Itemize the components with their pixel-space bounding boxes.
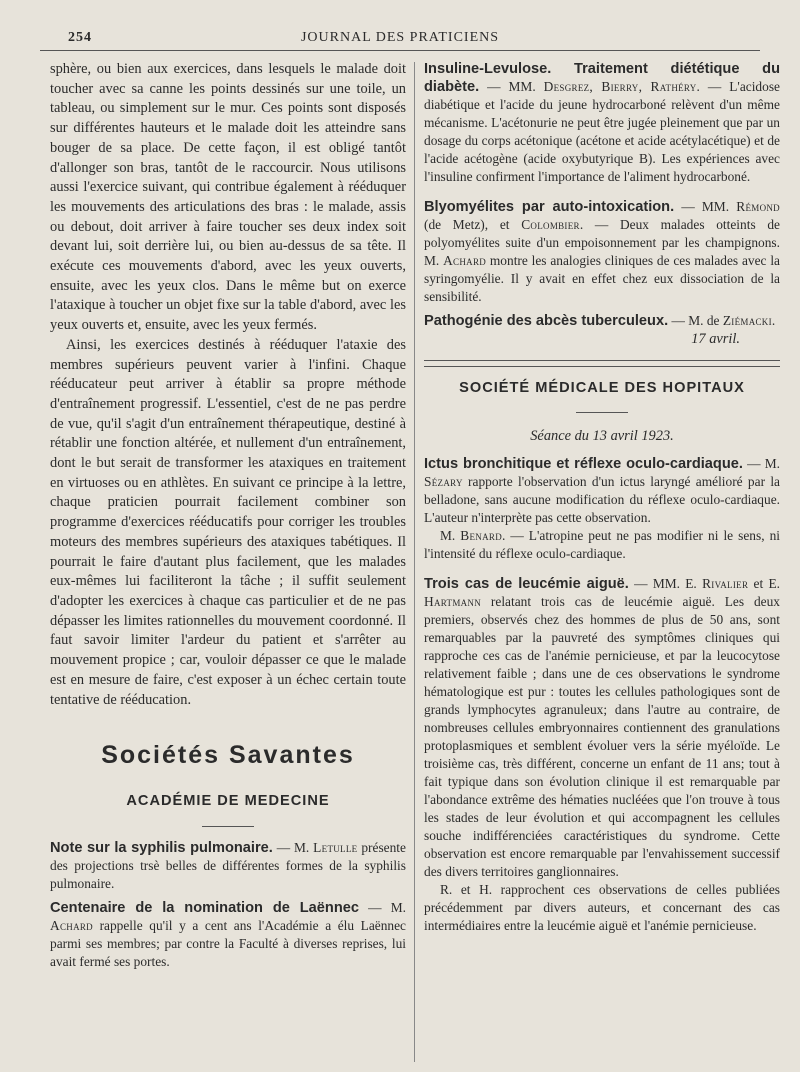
item-text: . — L'acidose diabétique et l'acide du jeune hydrocarboné relèvent d'un même mécanisme. L'acétonurie ne peut être jugée pleinement que par un dosage du corps acétonique (acétone et acide acétylacétique) et de l'acide acétogène (acide oxybutyrique B). Les expériences avec l'insuline confirment l'importance de l'aliment hydrocarboné. (424, 79, 780, 184)
item-separator: — M. (358, 899, 407, 915)
page-number: 254 (68, 30, 92, 45)
item-text: . — L'atropine peut ne pas modifier ni le sens, ni l'intensité du réflexe oculo-cardiaque. (424, 528, 780, 562)
seance-prefix: Séance du (530, 428, 589, 445)
double-divider (424, 360, 780, 367)
session-date: 17 avril. (691, 331, 740, 347)
author-name: Benard (460, 528, 503, 544)
item-title: Trois cas de leucémie aiguë. (424, 576, 629, 593)
item-text: et E. (748, 576, 781, 592)
item-text: (de Metz), et (424, 217, 522, 232)
item-title: Ictus bronchitique et réflexe oculo-cardiaque. (424, 456, 743, 473)
author-name: Ziémacki (722, 313, 772, 328)
author-name: Achard (443, 253, 487, 268)
item-separator: — M. (742, 456, 780, 472)
running-title: JOURNAL DES PRATICIENS (300, 30, 500, 45)
right-column (424, 60, 780, 935)
item-separator: — M. (272, 839, 314, 855)
item-text: présente des projections trsè belles de différentes formes de la syphilis pulmonaire. (50, 839, 406, 891)
item-title: Pathogénie des abcès tuberculeux. (424, 313, 669, 329)
note-benard (424, 527, 780, 563)
author-name: Letulle (313, 839, 358, 855)
note-syphilis (50, 839, 406, 893)
section-title: Sociétés Savantes (101, 741, 355, 770)
item-separator: — MM. (479, 79, 544, 94)
author-name: Hartmann (424, 594, 482, 610)
item-separator: — M. de (668, 313, 723, 328)
note-insuline (424, 60, 780, 186)
item-text: relatant trois cas de leucémie aiguë. Les deux premiers, observés chez des hommes de plus de 50 ans, sont remarquables par la pauvreté des symptômes cliniques qui rapproche ces cas de l'anémie pernicieuse, et par la leucocytose relativement faible ; dans une de ces observations le syndrome hématologique est pur : toutes les cellules pathologiques sont de grands lymphocytes agranuleux; dans l'autre au contraire, de nombreuses cellules embryonnaires contiennent des granulations protoplasmiques et semblent évoluer vers la série myéloïde. Le troisième cas, très différent, concerne un enfant de 11 ans; tout à fait typique dans son évolution clinique il est remarquable par l'abondance extrême des hématies nucléées que l'on trouve à tous les stades de leur évolution et qui accompagnent les cellules souche indifférenciées caractéristiques du syndrome. Cette observation est encore remarquable par l'envahissement successif des divers territoires ganglionnaires. (424, 594, 780, 880)
note-ictus (424, 455, 780, 527)
author-name: Desgrez, Bierry, Rathéry (543, 79, 697, 94)
item-title: Blyomyélites par auto-intoxication. (424, 199, 675, 215)
paragraph-exercises: sphère, ou bien aux exercices, dans lesquels le malade doit toucher avec sa canne les points dessinés sur une toile, un tableau, ou simplement sur le mur. Ces points sont disposés sur différentes hauteurs et le malade doit les atteindre sans bouger de sa place. De cette façon, il est obligé tantôt d'allonger son bras, tantôt de le raccourcir. Nous utilisons aussi l'exercice suivant, qui contribue également à rééduquer les mouvements des articulations des bras : le malade, assis ou debout, doit arriver à faire toucher ses deux index soit devant lui, soit derrière lui, ou bien au-dessus de sa tête. Il exécute ces mouvements d'abord, avec les yeux ouverts, ensuite, avec les yeux clos. Dans le même but on exerce l'ataxique à toucher un objet fixe sur la table d'abord, avec les yeux ouverts et, ensuite, avec les yeux fermés. (50, 61, 406, 334)
author-name: Rémond (736, 199, 780, 214)
item-separator: — MM. E. (628, 576, 703, 592)
author-name: Sézary (424, 474, 463, 490)
short-divider (202, 826, 254, 827)
seance-heading (424, 427, 780, 447)
item-title: Note sur la syphilis pulmonaire. (50, 839, 273, 856)
note-myelites (424, 198, 780, 306)
note-rapprochement: R. et H. rapprochent ces observations de celles publiées précédemment par divers auteurs, et concernant des cas intermédiaires entre la leucémie aiguë et l'anémie pernicieuse. (424, 882, 780, 934)
short-divider (576, 412, 628, 413)
note-leucemie (424, 575, 780, 881)
item-text: . (771, 313, 776, 328)
subsection-academie: ACADÉMIE DE MEDECINE (126, 792, 330, 809)
left-column (50, 60, 406, 971)
note-laennec (50, 899, 406, 971)
item-text: . — Deux malades otteints de polyomyélites suite d'un empoisonnement par les champignons. M. (424, 217, 780, 268)
note-abces (424, 312, 780, 330)
item-text: rappelle qu'il y a cent ans l'Académie a élu Laënnec parmi ses membres; par contre la Faculté à diverses reprises, lui avait fermé ses portes. (50, 917, 406, 969)
column-divider (414, 62, 415, 1062)
item-title: Insuline-Levulose. Traitement diététique du diabète. (424, 61, 780, 95)
seance-date: 13 avril 1923. (592, 428, 674, 445)
author-name: Rivalier (702, 576, 749, 592)
author-name: Achard (50, 917, 93, 933)
item-text: M. (440, 528, 461, 544)
author-name: Colombier (521, 217, 580, 232)
subsection-societe: SOCIÉTÉ MÉDICALE DES HOPITAUX (459, 379, 745, 396)
item-text: montre les analogies cliniques de ces malades avec la syringomyélie. Il y avait en effet chez eux dissociation de la sensibilité. (424, 253, 780, 304)
item-text: rapporte l'observation d'un ictus laryngé amélioré par la belladone, sans aucune modification du réflexe oculo-cardiaque. L'auteur n'interprète pas cette observation. (424, 474, 780, 526)
item-separator: — MM. (674, 199, 737, 214)
item-title: Centenaire de la nomination de Laënnec (50, 899, 359, 916)
page-header (40, 28, 760, 51)
paragraph-ataxia: Ainsi, les exercices destinés à rééduquer l'ataxie des membres supérieurs peuvent varier à l'infini. Chaque rééducateur peut arriver à établir sa propre méthode d'entraînement progressif. L'essentiel, c'est de ne pas perdre de vue, qu'il s'agit d'un entraînement thérapeutique, destiné à rétablir une fonction altérée, et nullement d'un entraînement, dont le but serait de transformer les ataxiques en traitement en virtuoses ou en athlètes. En suivant ce principe à la lettre, chaque praticien pourrait facilement combiner son programme d'exercices rééducatifs pour corriger les troubles moteurs des membres supérieurs des ataxiques tabétiques. Il pourrait le faire d'autant plus facilement, que les malades eux-mêmes lui faciliteront la tâche ; il suffit seulement d'adopter les exercices à chaque cas particulier et de ne pas dépasser les limites rationnelles du mouvement coordonné. Il faut savoir limiter l'ardeur du patient et s'arrêter au mouvement propice ; car, vouloir dépasser ce que le malade est en mesure de faire, c'est exposer à un échec certain toute tentative de rééducation. (50, 336, 406, 708)
